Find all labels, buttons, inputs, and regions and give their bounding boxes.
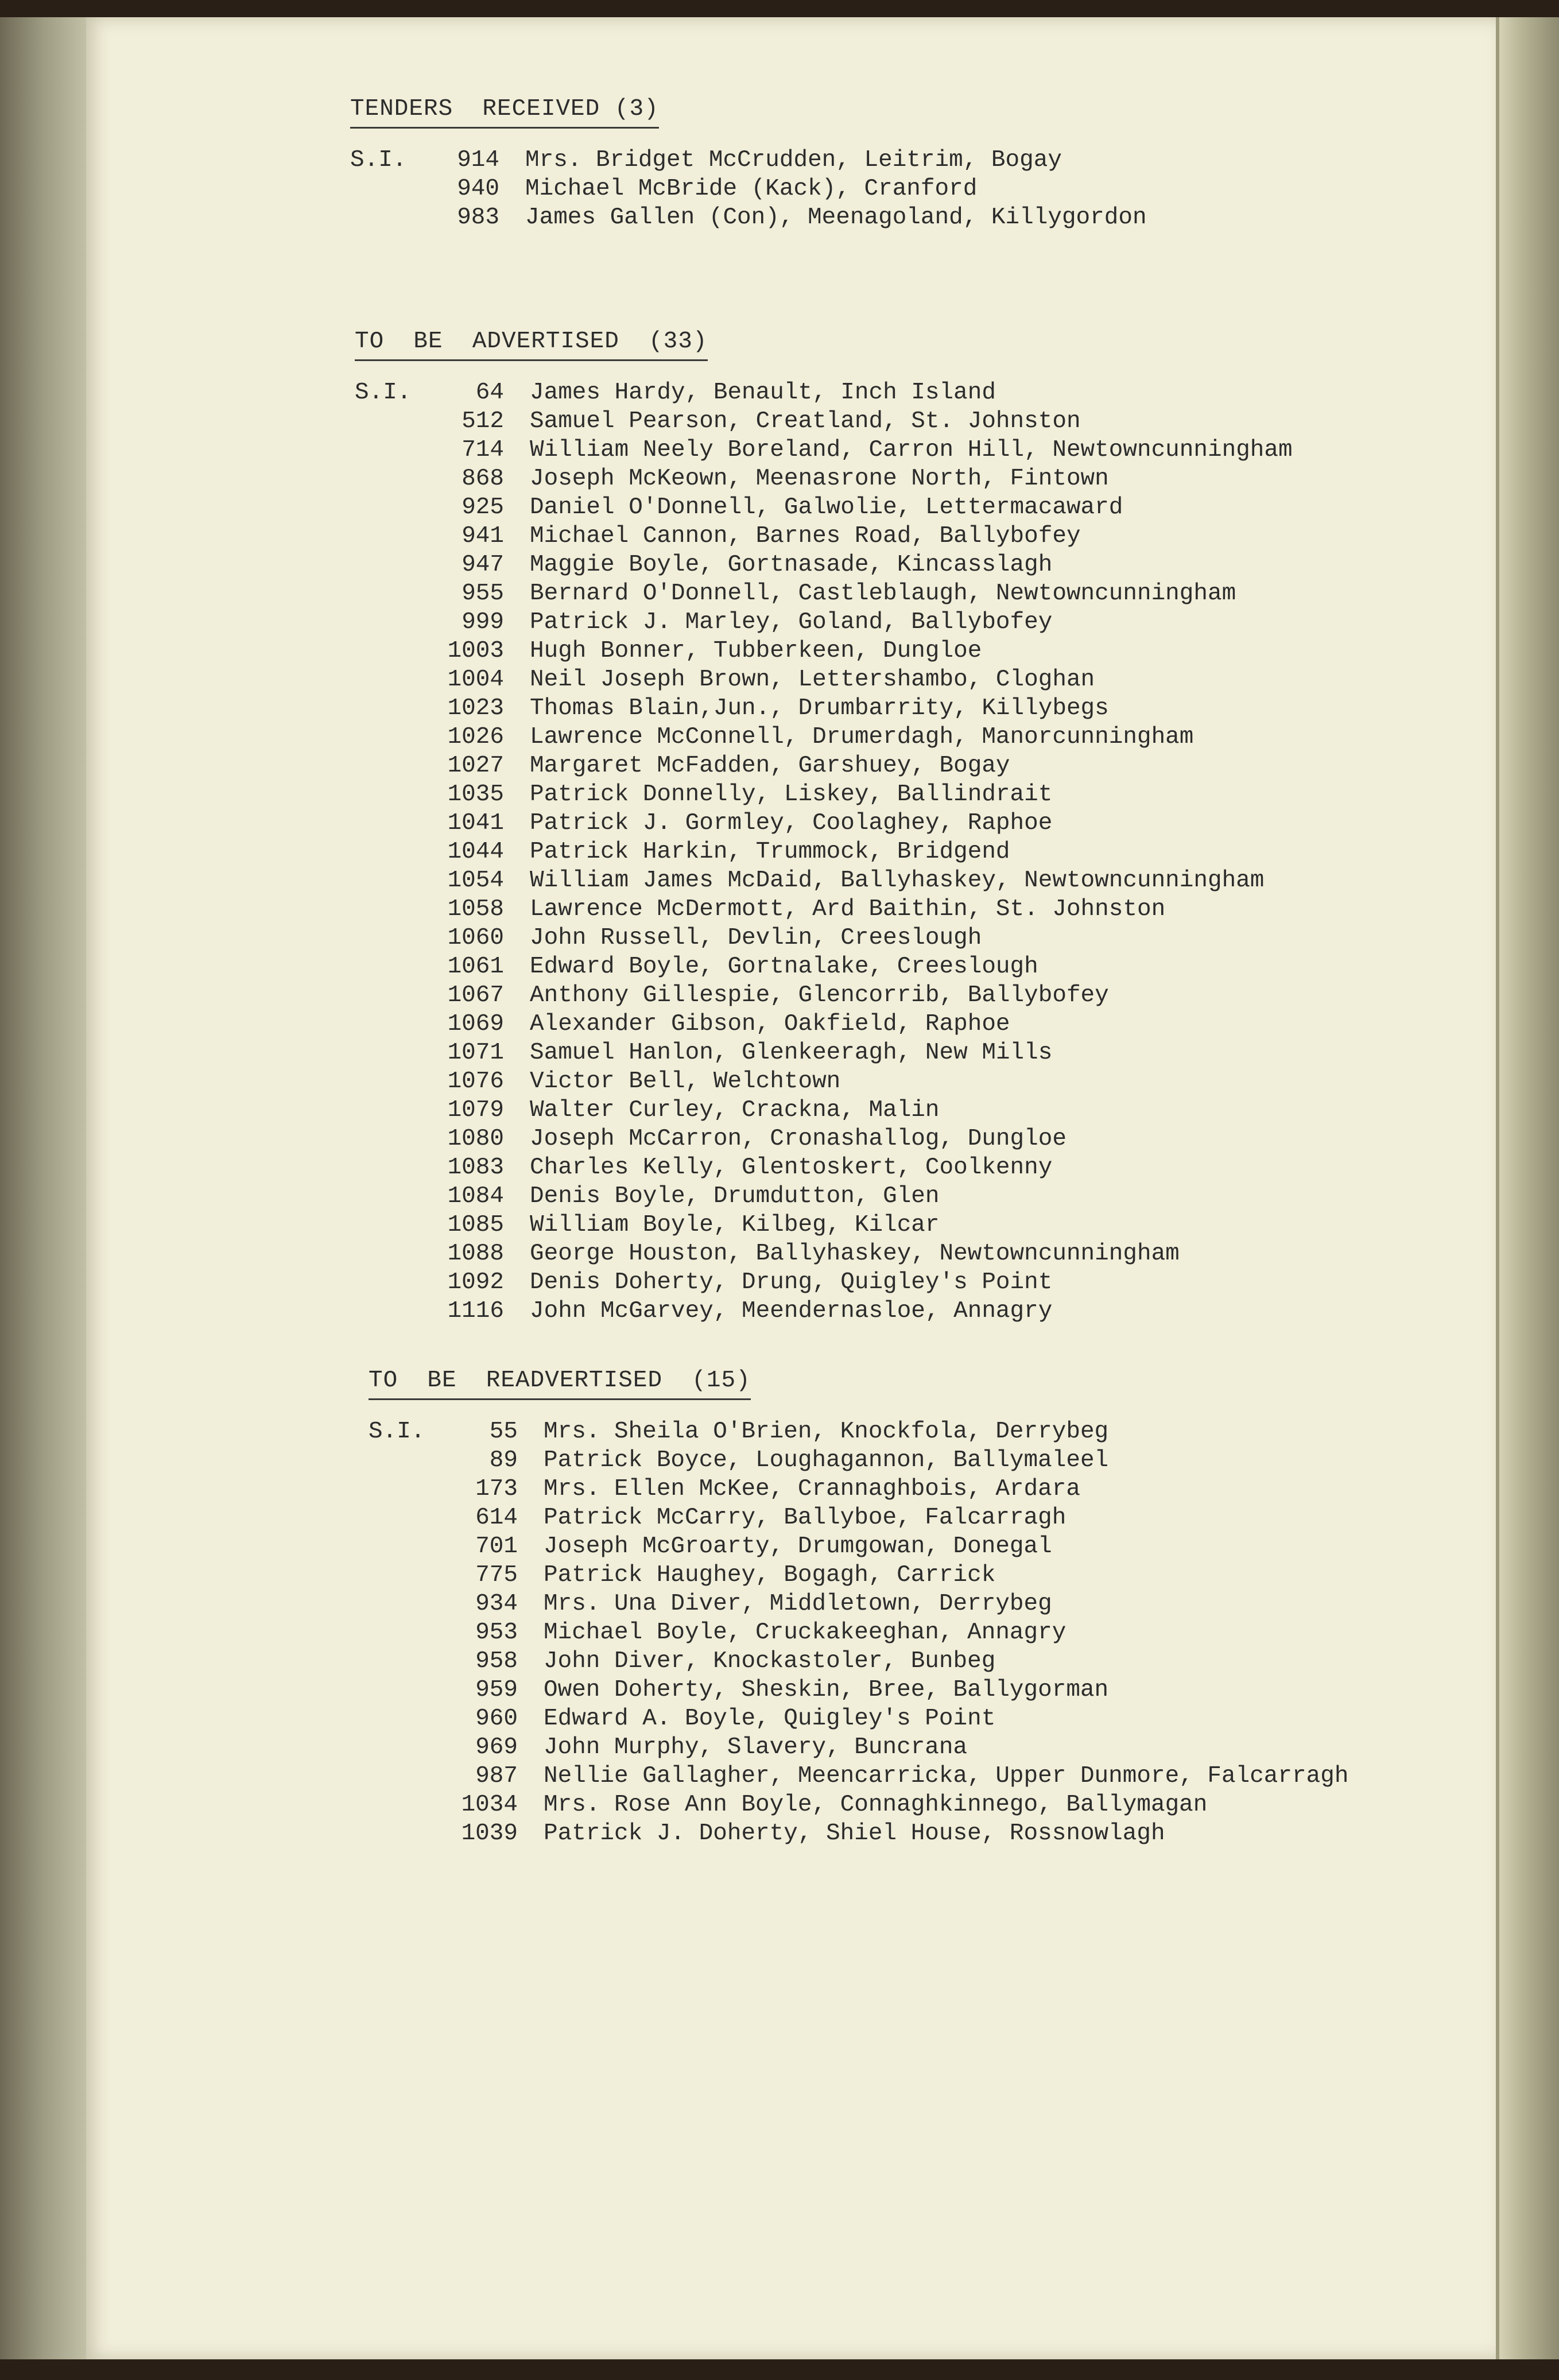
si-prefix — [355, 809, 429, 838]
si-prefix — [355, 551, 429, 579]
entry-text: John Diver, Knockastoler, Bunbeg — [544, 1648, 996, 1674]
list-item — [369, 1676, 1348, 1704]
entry-text: John Russell, Devlin, Creeslough — [530, 925, 982, 951]
si-prefix — [369, 1733, 443, 1762]
entry-text: Neil Joseph Brown, Lettershambo, Cloghan — [530, 666, 1095, 693]
section-to-be-readvertised — [369, 1366, 1348, 1848]
si-prefix — [369, 1475, 443, 1503]
entry-number: 512 — [462, 408, 504, 435]
si-prefix — [369, 1618, 443, 1647]
entry-text: Nellie Gallagher, Meencarricka, Upper Dunmore, Falcarragh — [544, 1763, 1349, 1789]
entry-number: 940 — [457, 176, 499, 202]
list-item — [355, 1297, 1293, 1325]
entry-text: Bernard O'Donnell, Castleblaugh, Newtowncunningham — [530, 580, 1236, 607]
section-title: TO BE ADVERTISED (33) — [355, 327, 708, 361]
entry-text: Daniel O'Donnell, Galwolie, Lettermacaward — [530, 494, 1123, 521]
entry-number: 1085 — [447, 1212, 504, 1238]
si-prefix — [355, 1239, 429, 1268]
entry-number: 1054 — [447, 867, 504, 894]
list-item — [355, 809, 1293, 838]
list-item — [355, 952, 1293, 981]
si-prefix: S.I. — [369, 1418, 425, 1445]
entry-text: Mrs. Bridget McCrudden, Leitrim, Bogay — [525, 147, 1062, 173]
list-item — [355, 1096, 1293, 1125]
si-prefix — [369, 1762, 443, 1790]
entry-number: 701 — [475, 1533, 518, 1560]
entry-text: Michael Cannon, Barnes Road, Ballybofey — [530, 523, 1081, 549]
left-page-edge — [0, 17, 95, 2359]
si-prefix — [355, 751, 429, 780]
entry-number: 1116 — [447, 1298, 504, 1324]
entry-text: Joseph McKeown, Meenasrone North, Fintown — [530, 466, 1109, 492]
entry-number: 775 — [475, 1562, 518, 1588]
si-prefix — [355, 1211, 429, 1239]
list-item — [355, 665, 1293, 694]
entry-number: 1004 — [447, 666, 504, 693]
list-item — [350, 175, 1147, 203]
section-title: TENDERS RECEIVED (3) — [350, 95, 659, 129]
si-prefix — [355, 608, 429, 637]
entry-number: 914 — [457, 147, 499, 173]
list-item — [355, 780, 1293, 809]
si-prefix — [369, 1790, 443, 1819]
list-item — [369, 1561, 1348, 1590]
entry-text: Alexander Gibson, Oakfield, Raphoe — [530, 1011, 1010, 1037]
entry-text: Patrick J. Marley, Goland, Ballybofey — [530, 609, 1053, 635]
section-to-be-advertised — [355, 327, 1293, 1325]
entry-text: Michael Boyle, Cruckakeeghan, Annagry — [544, 1619, 1067, 1646]
entry-number: 1039 — [461, 1820, 518, 1847]
list-item — [355, 723, 1293, 751]
entry-text: Michael McBride (Kack), Cranford — [525, 176, 978, 202]
right-page-edge — [1496, 17, 1559, 2359]
entry-text: Mrs. Rose Ann Boyle, Connaghkinnego, Ballymagan — [544, 1792, 1208, 1818]
entry-text: Lawrence McDermott, Ard Baithin, St. Johnston — [530, 896, 1166, 922]
si-prefix — [355, 1297, 429, 1325]
entry-text: Patrick J. Doherty, Shiel House, Rossnowlagh — [544, 1820, 1165, 1847]
entry-list — [355, 378, 1293, 1325]
entry-text: Edward A. Boyle, Quigley's Point — [544, 1705, 996, 1732]
entry-text: Lawrence McConnell, Drumerdagh, Manorcunningham — [530, 724, 1194, 750]
entry-number: 1088 — [447, 1241, 504, 1267]
si-prefix — [369, 1647, 443, 1676]
si-prefix — [355, 1125, 429, 1153]
entry-number: 1026 — [447, 724, 504, 750]
si-prefix — [355, 723, 429, 751]
si-prefix — [369, 1561, 443, 1590]
list-item — [355, 1038, 1293, 1067]
entry-number: 1069 — [447, 1011, 504, 1037]
list-item — [355, 378, 1293, 407]
list-item — [355, 895, 1293, 924]
entry-text: Samuel Hanlon, Glenkeeragh, New Mills — [530, 1040, 1053, 1066]
entry-text: John Murphy, Slavery, Buncrana — [544, 1734, 968, 1761]
si-prefix — [355, 637, 429, 665]
si-prefix — [350, 203, 425, 232]
si-prefix — [369, 1676, 443, 1704]
entry-list — [350, 146, 1147, 232]
si-prefix — [369, 1704, 443, 1733]
entry-text: Patrick McCarry, Ballyboe, Falcarragh — [544, 1505, 1067, 1531]
entry-number: 1071 — [447, 1040, 504, 1066]
si-prefix — [355, 407, 429, 436]
list-item — [369, 1446, 1348, 1475]
entry-number: 958 — [475, 1648, 518, 1674]
list-item — [355, 522, 1293, 551]
entry-number: 941 — [462, 523, 504, 549]
entry-text: James Gallen (Con), Meenagoland, Killygordon — [525, 204, 1147, 231]
si-prefix — [355, 436, 429, 464]
entry-text: Patrick Harkin, Trummock, Bridgend — [530, 839, 1010, 865]
list-item — [369, 1704, 1348, 1733]
list-item — [355, 464, 1293, 493]
list-item — [355, 1010, 1293, 1038]
entry-number: 868 — [462, 466, 504, 492]
entry-text: Patrick Boyce, Loughagannon, Ballymaleel — [544, 1447, 1109, 1474]
entry-number: 999 — [462, 609, 504, 635]
list-item — [369, 1590, 1348, 1618]
list-item — [369, 1417, 1348, 1446]
list-item — [355, 1153, 1293, 1182]
si-prefix — [355, 493, 429, 522]
si-prefix — [355, 924, 429, 952]
list-item — [355, 1067, 1293, 1096]
entry-text: Patrick Haughey, Bogagh, Carrick — [544, 1562, 996, 1588]
entry-number: 1067 — [447, 982, 504, 1009]
si-prefix — [355, 838, 429, 866]
si-prefix — [355, 1268, 429, 1297]
list-item — [369, 1790, 1348, 1819]
entry-number: 64 — [475, 379, 504, 406]
list-item — [355, 579, 1293, 608]
list-item — [355, 924, 1293, 952]
entry-text: Owen Doherty, Sheskin, Bree, Ballygorman — [544, 1677, 1109, 1703]
entry-number: 955 — [462, 580, 504, 607]
entry-number: 934 — [475, 1591, 518, 1617]
list-item — [369, 1762, 1348, 1790]
entry-text: Maggie Boyle, Gortnasade, Kincasslagh — [530, 552, 1053, 578]
entry-list — [369, 1417, 1348, 1848]
entry-number: 947 — [462, 552, 504, 578]
list-item — [355, 608, 1293, 637]
entry-text: William James McDaid, Ballyhaskey, Newtowncunningham — [530, 867, 1265, 894]
entry-text: Mrs. Una Diver, Middletown, Derrybeg — [544, 1591, 1052, 1617]
entry-text: Patrick Donnelly, Liskey, Ballindrait — [530, 781, 1053, 808]
list-item — [350, 203, 1147, 232]
entry-number: 89 — [489, 1447, 518, 1474]
list-item — [355, 838, 1293, 866]
entry-number: 1092 — [447, 1269, 504, 1296]
si-prefix — [355, 694, 429, 723]
si-prefix — [355, 522, 429, 551]
list-item — [369, 1733, 1348, 1762]
si-prefix: S.I. — [355, 379, 412, 406]
list-item — [355, 493, 1293, 522]
list-item — [355, 751, 1293, 780]
entry-number: 983 — [457, 204, 499, 231]
entry-number: 173 — [475, 1476, 518, 1502]
si-prefix — [355, 464, 429, 493]
entry-number: 925 — [462, 494, 504, 521]
list-item — [350, 146, 1147, 175]
entry-number: 1060 — [447, 925, 504, 951]
entry-text: Denis Boyle, Drumdutton, Glen — [530, 1183, 940, 1210]
entry-number: 714 — [462, 437, 504, 463]
list-item — [355, 1211, 1293, 1239]
si-prefix — [369, 1532, 443, 1561]
entry-number: 1044 — [447, 839, 504, 865]
entry-number: 1061 — [447, 953, 504, 980]
entry-text: George Houston, Ballyhaskey, Newtowncunningham — [530, 1241, 1180, 1267]
si-prefix — [355, 780, 429, 809]
entry-text: William Boyle, Kilbeg, Kilcar — [530, 1212, 940, 1238]
section-tenders-received — [350, 95, 1147, 232]
si-prefix — [355, 1182, 429, 1211]
list-item — [355, 866, 1293, 895]
si-prefix — [355, 895, 429, 924]
entry-text: James Hardy, Benault, Inch Island — [530, 379, 996, 406]
list-item — [355, 694, 1293, 723]
entry-text: Patrick J. Gormley, Coolaghey, Raphoe — [530, 810, 1053, 836]
list-item — [355, 407, 1293, 436]
list-item — [369, 1503, 1348, 1532]
entry-number: 1027 — [447, 753, 504, 779]
entry-number: 614 — [475, 1505, 518, 1531]
si-prefix — [369, 1503, 443, 1532]
list-item — [355, 637, 1293, 665]
entry-number: 969 — [475, 1734, 518, 1761]
entry-number: 960 — [475, 1705, 518, 1732]
entry-number: 1034 — [461, 1792, 518, 1818]
entry-number: 1076 — [447, 1068, 504, 1095]
si-prefix — [355, 1038, 429, 1067]
entry-number: 1058 — [447, 896, 504, 922]
entry-text: John McGarvey, Meendernasloe, Annagry — [530, 1298, 1053, 1324]
entry-number: 1083 — [447, 1154, 504, 1181]
section-title: TO BE READVERTISED (15) — [369, 1366, 751, 1400]
entry-number: 953 — [475, 1619, 518, 1646]
si-prefix — [350, 175, 425, 203]
list-item — [355, 1182, 1293, 1211]
entry-number: 987 — [475, 1763, 518, 1789]
list-item — [369, 1819, 1348, 1848]
entry-text: Samuel Pearson, Creatland, St. Johnston — [530, 408, 1081, 435]
si-prefix — [369, 1819, 443, 1848]
entry-number: 1023 — [447, 695, 504, 722]
si-prefix: S.I. — [350, 147, 407, 173]
entry-number: 1041 — [447, 810, 504, 836]
document-page — [86, 17, 1498, 2359]
si-prefix — [355, 579, 429, 608]
entry-text: Joseph McGroarty, Drumgowan, Donegal — [544, 1533, 1052, 1560]
entry-text: Hugh Bonner, Tubberkeen, Dungloe — [530, 638, 982, 664]
entry-text: Thomas Blain,Jun., Drumbarrity, Killybegs — [530, 695, 1109, 722]
si-prefix — [355, 1010, 429, 1038]
entry-number: 1079 — [447, 1097, 504, 1123]
si-prefix — [355, 866, 429, 895]
list-item — [355, 1125, 1293, 1153]
si-prefix — [355, 981, 429, 1010]
entry-number: 1035 — [447, 781, 504, 808]
list-item — [369, 1647, 1348, 1676]
entry-text: Charles Kelly, Glentoskert, Coolkenny — [530, 1154, 1053, 1181]
list-item — [355, 551, 1293, 579]
list-item — [355, 1268, 1293, 1297]
list-item — [355, 1239, 1293, 1268]
entry-text: Anthony Gillespie, Glencorrib, Ballybofey — [530, 982, 1109, 1009]
list-item — [369, 1532, 1348, 1561]
si-prefix — [355, 665, 429, 694]
entry-number: 959 — [475, 1677, 518, 1703]
entry-text: Walter Curley, Crackna, Malin — [530, 1097, 940, 1123]
entry-text: Mrs. Ellen McKee, Crannaghbois, Ardara — [544, 1476, 1080, 1502]
list-item — [355, 436, 1293, 464]
entry-text: Edward Boyle, Gortnalake, Creeslough — [530, 953, 1038, 980]
entry-number: 1084 — [447, 1183, 504, 1210]
si-prefix — [369, 1446, 443, 1475]
entry-text: Denis Doherty, Drung, Quigley's Point — [530, 1269, 1053, 1296]
si-prefix — [355, 1067, 429, 1096]
entry-number: 55 — [489, 1418, 518, 1445]
si-prefix — [369, 1590, 443, 1618]
entry-text: Mrs. Sheila O'Brien, Knockfola, Derrybeg — [544, 1418, 1109, 1445]
list-item — [369, 1618, 1348, 1647]
entry-number: 1003 — [447, 638, 504, 664]
si-prefix — [355, 952, 429, 981]
entry-text: Victor Bell, Welchtown — [530, 1068, 841, 1095]
list-item — [369, 1475, 1348, 1503]
si-prefix — [355, 1096, 429, 1125]
entry-text: Margaret McFadden, Garshuey, Bogay — [530, 753, 1010, 779]
entry-text: Joseph McCarron, Cronashallog, Dungloe — [530, 1126, 1067, 1152]
entry-number: 1080 — [447, 1126, 504, 1152]
si-prefix — [355, 1153, 429, 1182]
list-item — [355, 981, 1293, 1010]
entry-text: William Neely Boreland, Carron Hill, Newtowncunningham — [530, 437, 1293, 463]
